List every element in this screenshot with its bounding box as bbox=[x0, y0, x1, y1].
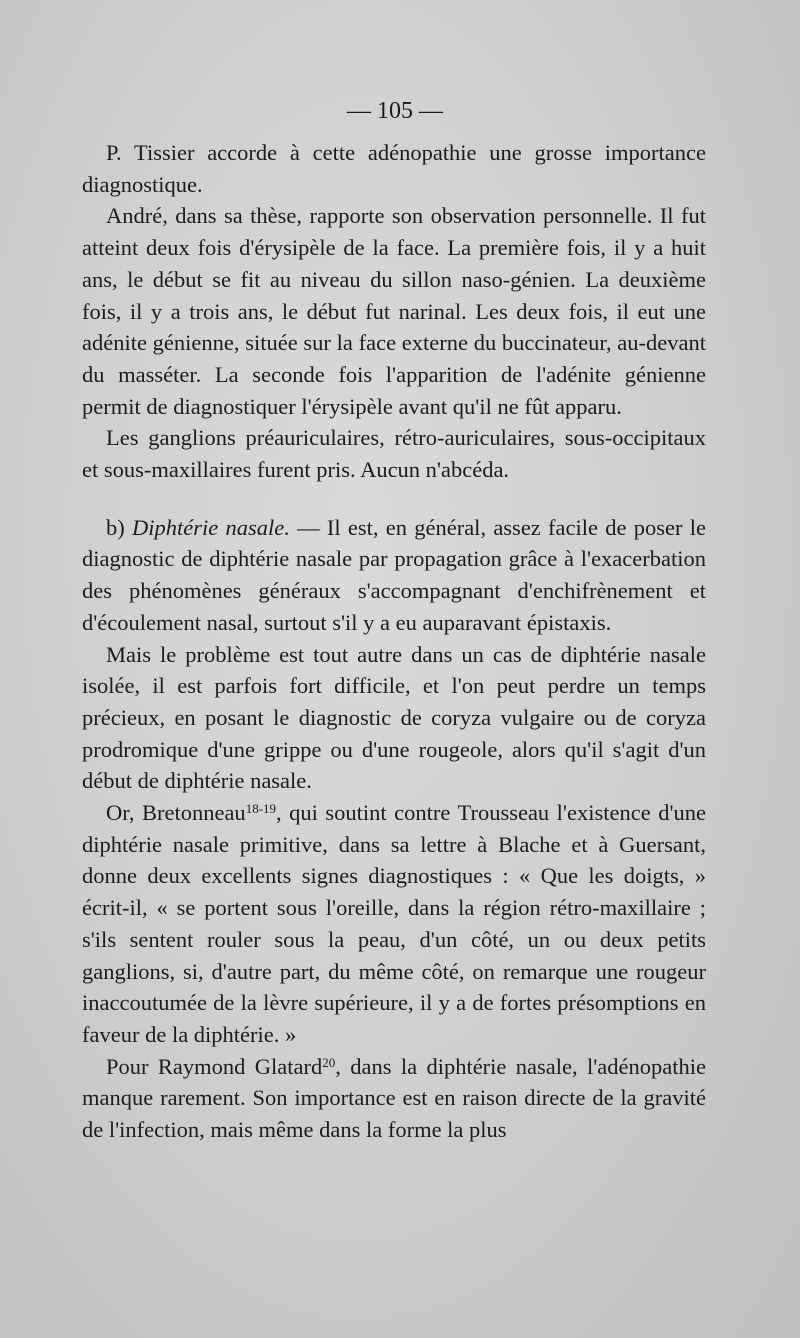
paragraph-section-b bbox=[82, 512, 706, 639]
paragraph-with-reference bbox=[82, 797, 706, 1051]
paragraph: André, dans sa thèse, rapporte son observation personnelle. Il fut atteint deux fois d'érysipèle de la face. La première fois, il y a huit ans, le début se fit au niveau du sillon naso-génien. La deuxième fois, il y a trois ans, le début fut narinal. Les deux fois, il eut une adénite génienne, située sur la face externe du buccinateur, au-devant du masséter. La seconde fois l'apparition de l'adénite génienne permit de diagnostiquer l'érysipèle avant qu'il ne fût apparu. bbox=[82, 203, 706, 419]
paragraph-text: Or, Bretonneau bbox=[106, 800, 246, 826]
section-label: b) bbox=[106, 514, 132, 540]
paragraph-text: — Il est, en général, assez facile de poser le diagnostic de diphtérie nasale par propagation grâce à l'exacerbation des phénomènes généraux s'accompagnant d'enchifrènement et d'écoulement nasal, surtout s'il y a eu auparavant épistaxis. bbox=[82, 514, 706, 635]
paragraph-text: , qui soutint contre Trousseau l'existence d'une diphtérie nasale primitive, dans sa lettre à Blache et à Guersant, donne deux excellents signes diagnostiques : « Que les doigts, » écrit-il, « se portent sous l'oreille, dans la région rétro-maxillaire ; s'ils sentent rouler sous la peau, d'un côté, un ou deux petits ganglions, si, d'autre part, du même côté, on remarque une rougeur inaccoutumée de la lèvre supérieure, il y a de fortes présomptions en faveur de la diphtérie. » bbox=[82, 800, 706, 1047]
section-heading: Diphtérie nasale. bbox=[132, 514, 290, 540]
paragraph-with-reference bbox=[82, 1051, 706, 1146]
paragraph-text: Pour Raymond Glatard bbox=[106, 1053, 323, 1079]
paragraph-text: , dans la diphtérie nasale, l'adénopathie manque rarement. Son importance est en raison directe de la gravité de l'infection, mais même dans la forme la plus bbox=[82, 1053, 707, 1143]
reference-number: 18-19 bbox=[245, 801, 277, 817]
page-number: — 105 — bbox=[347, 98, 443, 124]
paragraph: Mais le problème est tout autre dans un cas de diphtérie nasale isolée, il est parfois fort difficile, et l'on peut perdre un temps précieux, en posant le diagnostic de coryza vulgaire ou de coryza prodromique d'une grippe ou d'une rougeole, alors qu'il s'agit d'un début de diphtérie nasale. bbox=[82, 641, 706, 794]
paragraph: Les ganglions préauriculaires, rétro-auriculaires, sous-occipitaux et sous-maxillaires furent pris. Aucun n'abcéda. bbox=[82, 425, 706, 483]
reference-number: 20 bbox=[322, 1054, 336, 1070]
paragraph: P. Tissier accorde à cette adénopathie une grosse importance diagnostique. bbox=[82, 140, 706, 197]
body-text bbox=[82, 137, 706, 1146]
